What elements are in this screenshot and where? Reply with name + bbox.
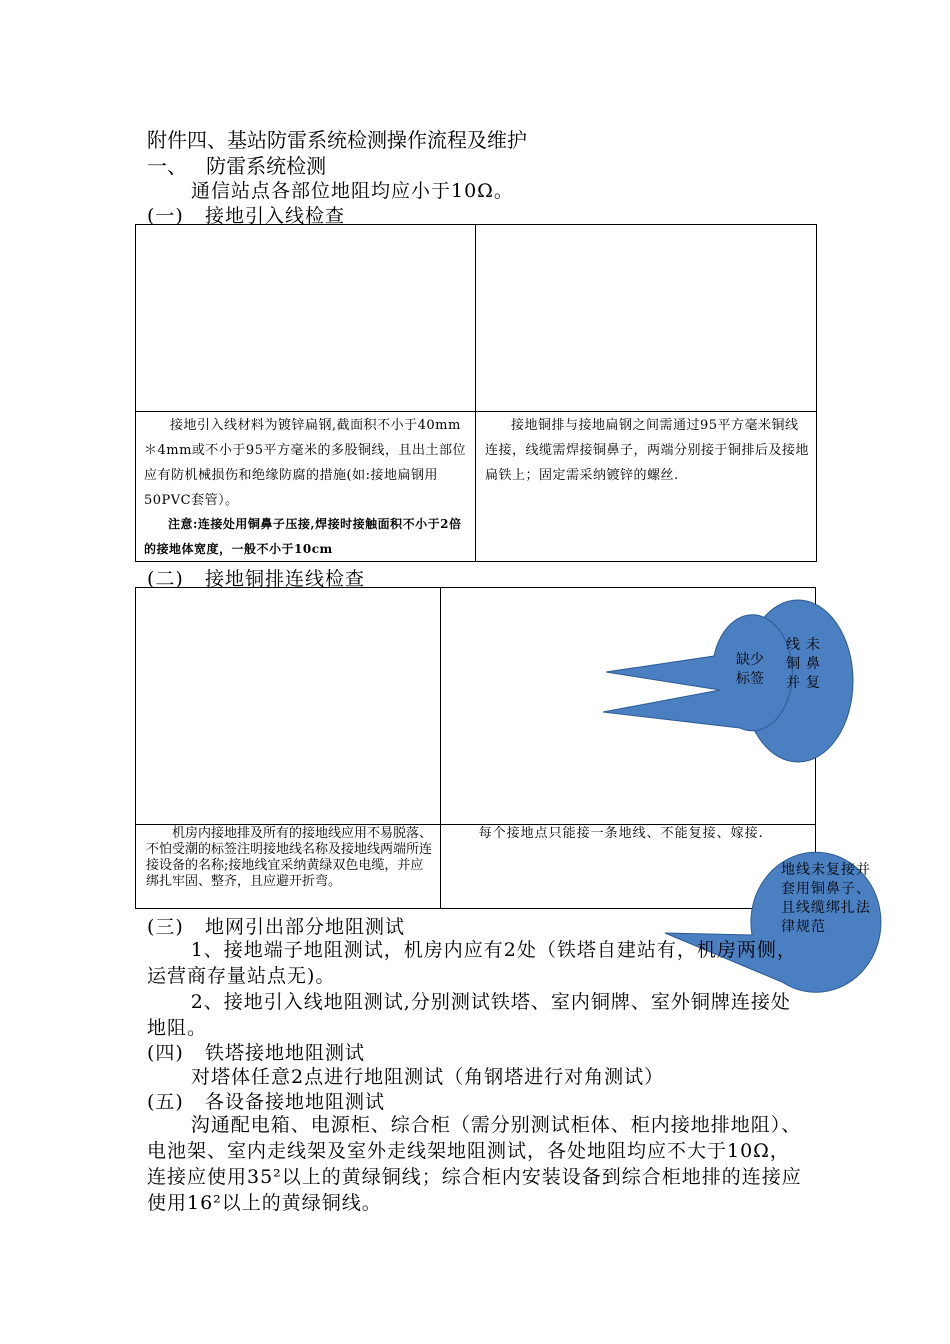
sub3-paragraph-1: 1、接地端子地阻测试，机房内应有2处（铁塔自建站有，机房两侧，运营商存量站点无)。	[147, 939, 797, 987]
sub3-heading: (三) 地网引出部分地阻测试	[147, 916, 405, 938]
intro-text: 通信站点各部位地阻均应小于10Ω。	[191, 180, 514, 202]
sub2-heading: (二) 接地铜排连线检查	[147, 568, 365, 590]
callout-missing-label-text: 缺少标签	[736, 652, 764, 687]
callout-ground-text: 地线未复接并套用铜鼻子、且线缆绑扎法律规范	[781, 862, 871, 935]
callout-back-text: 线未铜鼻并复	[786, 637, 826, 691]
sub1-right-caption: 接地铜排与接地扁钢之间需通过95平方毫米铜线连接，线缆需焊接铜鼻子，两端分别接于铜排后及接地扁铁上；固定需采纳镀锌的螺丝.	[485, 418, 810, 483]
sub1-heading: (一) 接地引入线检查	[147, 205, 345, 227]
sub5-heading: (五) 各设备接地地阻测试	[147, 1091, 385, 1113]
sub1-left-caption: 接地引入线材料为镀锌扁钢,截面积不小于40mm＊4mm或不小于95平方毫米的多股铜线，且出土部位应有防机械损伤和绝缘防腐的措施(如:接地扁钢用50PVC套管）。	[144, 418, 466, 508]
document-title: 附件四、基站防雷系统检测操作流程及维护	[147, 128, 527, 152]
sub4-paragraph-1: 对塔体任意2点进行地阻测试（角钢塔进行对角测试）	[191, 1066, 665, 1088]
section-heading-1: 一、 防雷系统检测	[147, 154, 327, 178]
sub2-left-caption: 机房内接地排及所有的接地线应用不易脱落、不怕受潮的标签注明接地线名称及接地线两端所连接设备的名称;接地线宜采纳黄绿双色电缆，并应绑扎牢固、整齐，且应避开折弯。	[146, 826, 433, 889]
sub5-paragraph-1: 沟通配电箱、电源柜、综合柜（需分别测试柜体、柜内接地排地阻）、电池架、室内走线架及室外走线架地阻测试，各处地阻均应不大于10Ω，连接应使用35²以上的黄绿铜线；综合柜内安装设备到综合柜地排的连接应使用16²以上的黄绿铜线。	[147, 1114, 802, 1214]
sub3-paragraph-2: 2、接地引入线地阻测试,分别测试铁塔、室内铜牌、室外铜牌连接处地阻。	[147, 991, 791, 1039]
sub2-right-caption: 每个接地点只能接一条地线、不能复接、嫁接.	[478, 826, 764, 841]
sub4-heading: (四) 铁塔接地地阻测试	[147, 1042, 365, 1064]
sub1-left-note: 注意:连接处用铜鼻子压接,焊接时接触面积不小于2倍的接地体宽度，一般不小于10cm	[144, 517, 462, 556]
